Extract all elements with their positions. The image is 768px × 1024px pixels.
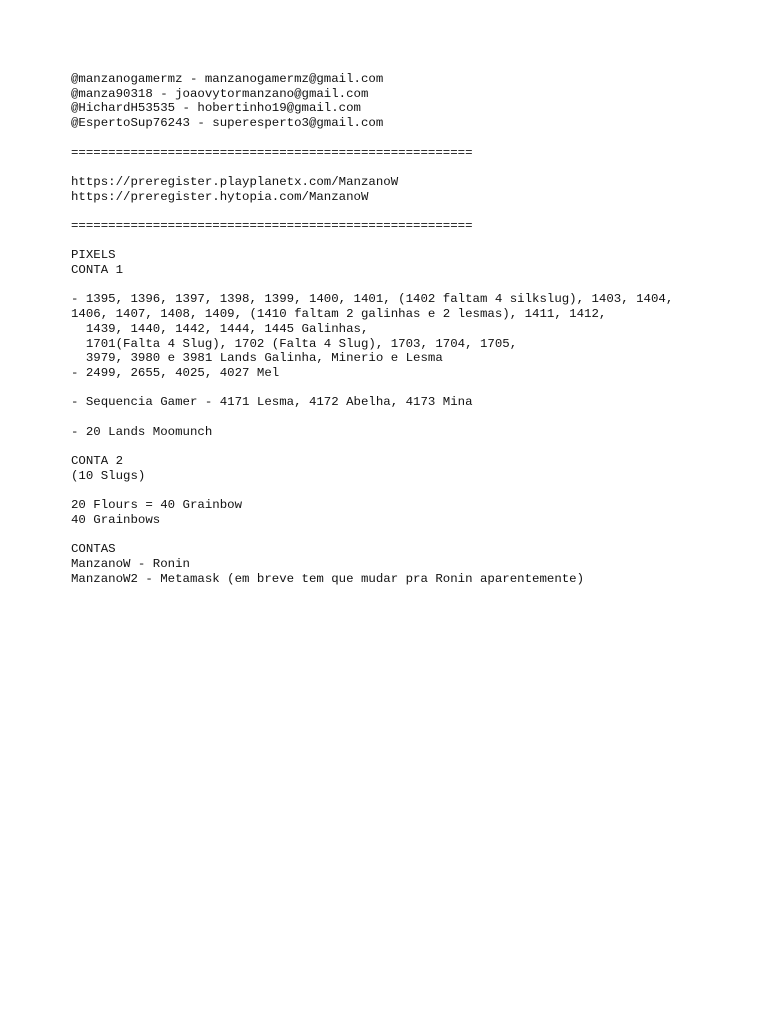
text-line: 1406, 1407, 1408, 1409, (1410 faltam 2 galinhas e 2 lesmas), 1411, 1412, xyxy=(71,307,607,322)
separator-line: ====================================================== xyxy=(71,218,473,233)
separator-line: ====================================================== xyxy=(71,145,473,160)
account-line-4: @EspertoSup76243 - superesperto3@gmail.com xyxy=(71,116,384,131)
subsection-heading: CONTA 2 xyxy=(71,454,124,469)
account-line-1: @manzanogamermz - manzanogamermz@gmail.com xyxy=(71,72,384,86)
url-line-2: https://preregister.hytopia.com/ManzanoW xyxy=(71,189,369,204)
text-line: - 2499, 2655, 4025, 4027 Mel xyxy=(71,365,280,380)
blank-line xyxy=(71,439,751,454)
subsection-heading: CONTA 1 xyxy=(71,263,124,278)
text-line: ManzanoW - Ronin xyxy=(71,557,190,572)
blank-line xyxy=(71,234,751,249)
text-line: 20 Flours = 40 Grainbow xyxy=(71,498,243,513)
blank-line xyxy=(71,204,751,219)
blank-line xyxy=(71,484,751,499)
blank-line xyxy=(71,381,751,396)
blank-line xyxy=(71,528,751,543)
blank-line xyxy=(71,160,751,175)
text-line: 1439, 1440, 1442, 1444, 1445 Galinhas, xyxy=(71,321,369,336)
text-line: (10 Slugs) xyxy=(71,468,146,483)
text-line: - 20 Lands Moomunch xyxy=(71,424,213,439)
blank-line xyxy=(71,278,751,293)
account-line-3: @HichardH53535 - hobertinho19@gmail.com xyxy=(71,101,361,116)
url-line-1: https://preregister.playplanetx.com/ManzanoW xyxy=(71,174,399,189)
text-line: 40 Grainbows xyxy=(71,512,161,527)
text-line: ManzanoW2 - Metamask (em breve tem que mudar pra Ronin aparentemente) xyxy=(71,571,585,586)
section-heading: PIXELS xyxy=(71,248,116,263)
blank-line xyxy=(71,131,751,146)
account-line-2: @manza90318 - joaovytormanzano@gmail.com xyxy=(71,86,369,101)
blank-line xyxy=(71,410,751,425)
text-line: - Sequencia Gamer - 4171 Lesma, 4172 Abelha, 4173 Mina xyxy=(71,395,473,410)
text-line: 3979, 3980 e 3981 Lands Galinha, Minerio e Lesma xyxy=(71,351,443,366)
section-heading: CONTAS xyxy=(71,542,116,557)
document-page xyxy=(71,72,751,586)
text-line: - 1395, 1396, 1397, 1398, 1399, 1400, 1401, (1402 faltam 4 silkslug), 1403, 1404, xyxy=(71,292,674,307)
text-line: 1701(Falta 4 Slug), 1702 (Falta 4 Slug), 1703, 1704, 1705, xyxy=(71,336,518,351)
